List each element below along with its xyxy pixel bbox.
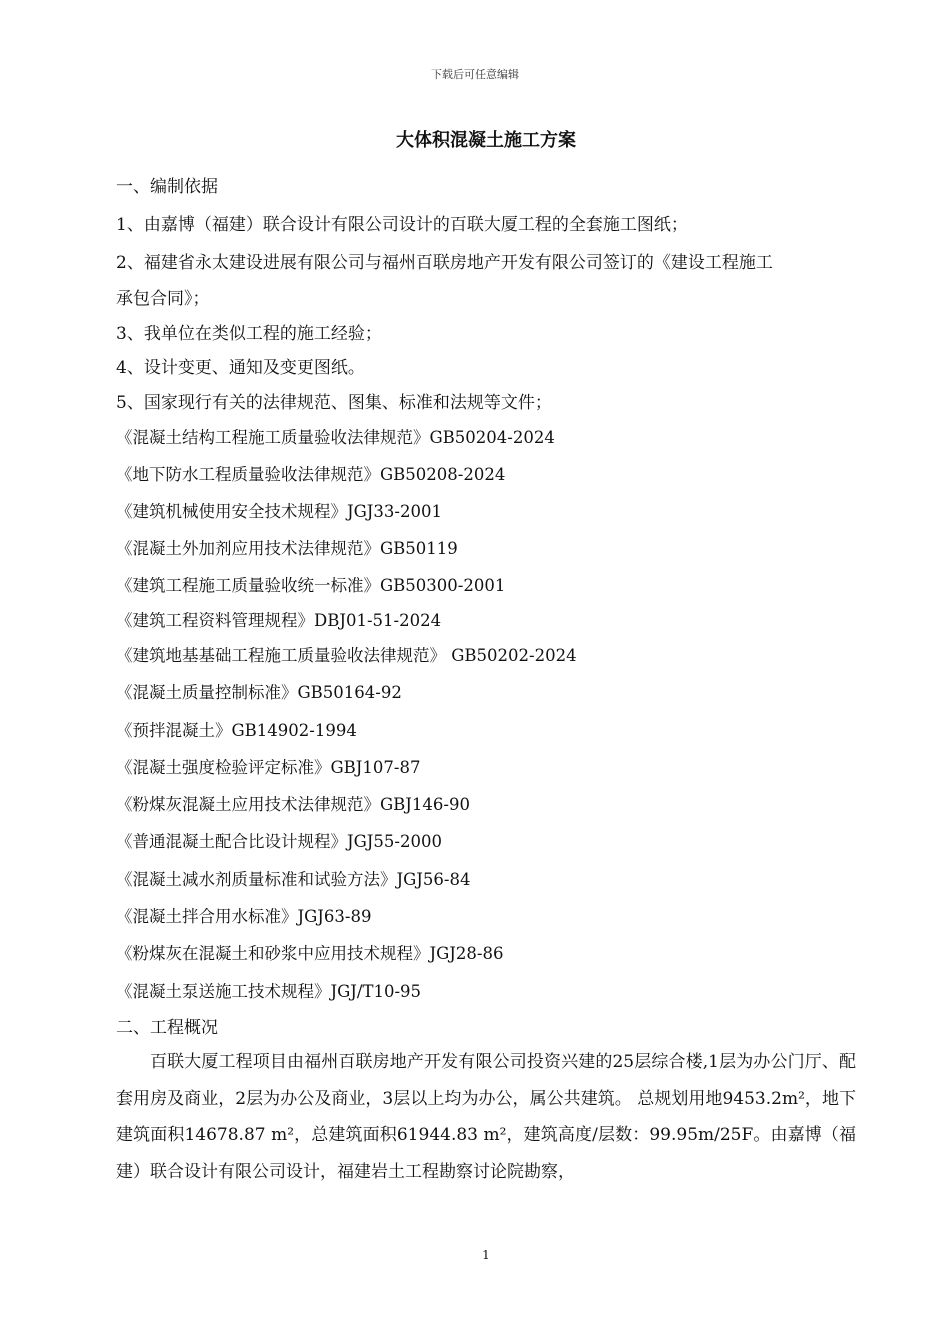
standard-ref: 《混凝土结构工程施工质量验收法律规范》GB50204-2024 (116, 428, 555, 447)
standard-ref: 《混凝土强度检验评定标准》GBJ107-87 (116, 758, 421, 777)
standard-ref: 《建筑工程施工质量验收统一标准》GB50300-2001 (116, 576, 506, 595)
basis-item: 4、设计变更、通知及变更图纸。 (116, 358, 365, 378)
standard-ref: 《混凝土减水剂质量标准和试验方法》JGJ56-84 (116, 870, 471, 889)
standard-ref: 《预拌混凝土》GB14902-1994 (116, 721, 357, 740)
page-number: 1 (482, 1248, 490, 1262)
overview-text: 百联大厦工程项目由福州百联房地产开发有限公司投资兴建的25层综合楼,1层为办公门厅、配套用房及商业，2层为办公及商业，3层以上均为办公，属公共建筑。 总规划用地9453.2m²，地下建筑面积14678.87 m²，总建筑面积61944.83 m²，建筑高度/层数：99.95m/25F。由嘉博（福建）联合设计有限公司设计，福建岩土工程勘察讨论院勘察， (116, 1052, 856, 1182)
standard-ref: 《粉煤灰在混凝土和砂浆中应用技术规程》JGJ28-86 (116, 944, 504, 963)
document-title: 大体积混凝土施工方案 (396, 130, 576, 151)
standard-ref: 《粉煤灰混凝土应用技术法律规范》GBJ146-90 (116, 795, 470, 814)
standard-ref: 《地下防水工程质量验收法律规范》GB50208-2024 (116, 465, 506, 484)
standard-ref: 《混凝土拌合用水标准》JGJ63-89 (116, 907, 372, 926)
header-note: 下载后可任意编辑 (431, 68, 519, 81)
basis-item: 1、由嘉博（福建）联合设计有限公司设计的百联大厦工程的全套施工图纸； (116, 215, 688, 235)
standard-ref: 《建筑机械使用安全技术规程》JGJ33-2001 (116, 502, 442, 521)
section-heading-basis: 一、编制依据 (116, 177, 218, 197)
standard-ref: 《建筑工程资料管理规程》DBJ01-51-2024 (116, 611, 442, 630)
overview-paragraph (116, 1044, 856, 1190)
standard-ref: 《建筑地基基础工程施工质量验收法律规范》 GB50202-2024 (116, 646, 577, 665)
basis-item: 2、福建省永太建设进展有限公司与福州百联房地产开发有限公司签订的《建设工程施工 (116, 253, 773, 273)
basis-item: 5、国家现行有关的法律规范、图集、标准和法规等文件； (116, 393, 552, 413)
standard-ref: 《普通混凝土配合比设计规程》JGJ55-2000 (116, 832, 442, 851)
standard-ref: 《混凝土外加剂应用技术法律规范》GB50119 (116, 539, 458, 558)
standard-ref: 《混凝土泵送施工技术规程》JGJ/T10-95 (116, 982, 422, 1001)
standard-ref: 《混凝土质量控制标准》GB50164-92 (116, 683, 402, 702)
section-heading-overview: 二、工程概况 (116, 1018, 218, 1038)
basis-item: 承包合同》； (116, 289, 210, 309)
basis-item: 3、我单位在类似工程的施工经验； (116, 324, 382, 344)
